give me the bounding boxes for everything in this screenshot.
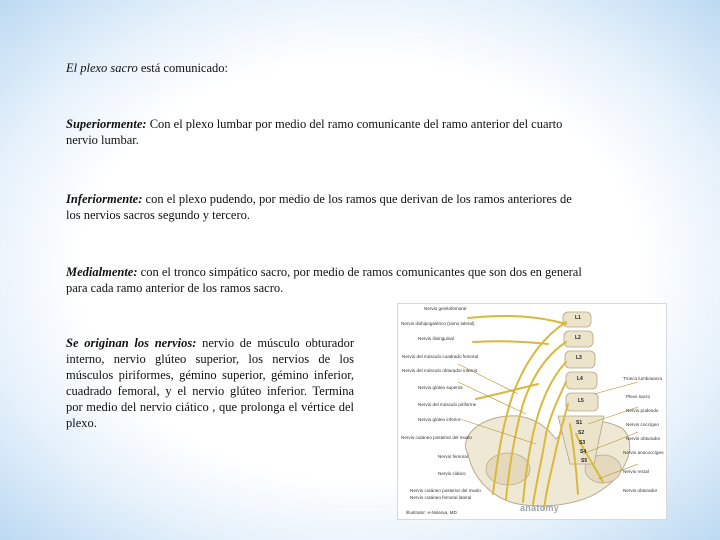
vertebra-label: S3 [579,440,586,446]
inferior-lead: Inferiormente: [66,192,143,206]
intro-lead: El plexo sacro [66,61,138,75]
figure-left-label: Nervio iliohipogástrico (ramo lateral) [401,321,475,326]
vertebra-label: L3 [576,355,582,361]
medial-paragraph [66,264,586,296]
figure-right-label: Plexo sacro [626,394,651,399]
figure-credit: Illustrator: e-Nisarva, MD [406,510,457,515]
figure-left-label: Nervio del músculo piriforme [418,402,477,407]
watermark-logo: anatomy [520,503,560,513]
figure-left-label: Nervio ciático [438,471,466,476]
figure-left-label: Nervio cutáneo femoral lateral [410,495,472,500]
figure-left-label: Nervio del músculo obturador interno [402,368,478,373]
intro-paragraph [66,60,626,76]
figure-right-label: Nervio coccígeo [626,422,659,427]
vertebra-label: L2 [575,335,581,341]
figure-right-label: Nervio anococcígeo [623,450,664,455]
figure-left-label: Nervio glúteo inferior [418,417,461,422]
figure-right-label: Nervio obturador [626,436,661,441]
medial-text: con el tronco simpático sacro, por medio de ramos comunicantes que son dos en general para cada ramo anterior de los ramos sacro. [66,265,582,295]
figure-left-label: Nervio ilioinguinal [418,336,455,341]
nerves-lead: Se originan los nervios: [66,336,197,350]
superior-paragraph [66,116,586,148]
nerves-paragraph [66,335,354,431]
nerves-text: nervio de músculo obturador interno, nervio glúteo superior, los nervios de los músculos piriformes, gémino superior, gémino inferior, cuadrado femoral, y el nervio glúteo inferior. Termina por medio del nervio ciático , que prolonga el vértice del plexo. [66,336,355,430]
figure-left-label: Nervio genitofemoral [424,306,467,311]
inferior-paragraph [66,191,586,223]
vertebra-label: S2 [578,430,585,436]
vertebra-label: L5 [578,398,584,404]
vertebra-label: L4 [577,376,583,382]
figure-left-label: Nervio glúteo superior [418,385,463,390]
vertebra-label: L1 [575,315,581,321]
medial-lead: Medialmente: [66,265,138,279]
sacral-plexus-illustration [397,303,667,520]
figure-right-label: Nervio obturador [623,488,658,493]
superior-lead: Superiormente: [66,117,147,131]
figure-right-label: Nervio pudendo [626,408,659,413]
figure-left-label: Nervio cutáneo posterior del muslo [401,435,472,440]
figure-left-label: Nervio del músculo cuadrado femoral [402,354,479,359]
inferior-text: con el plexo pudendo, por medio de los ramos que derivan de los ramos anteriores de los nervios sacros segundo y tercero. [66,192,572,222]
figure-right-label: Tronco lumbosacro [623,376,663,381]
figure-left-label: Nervio femoral [438,454,468,459]
figure-right-label: Nervio rectal [623,469,649,474]
superior-text: Con el plexo lumbar por medio del ramo comunicante del ramo anterior del cuarto nervio lumbar. [66,117,563,147]
intro-text: está comunicado: [137,61,228,75]
vertebra-label: S5 [581,458,588,464]
figure-left-label: Nervio cutáneo posterior del muslo [410,488,481,493]
vertebra-label: S1 [576,420,583,426]
vertebra-label: S4 [580,449,587,455]
